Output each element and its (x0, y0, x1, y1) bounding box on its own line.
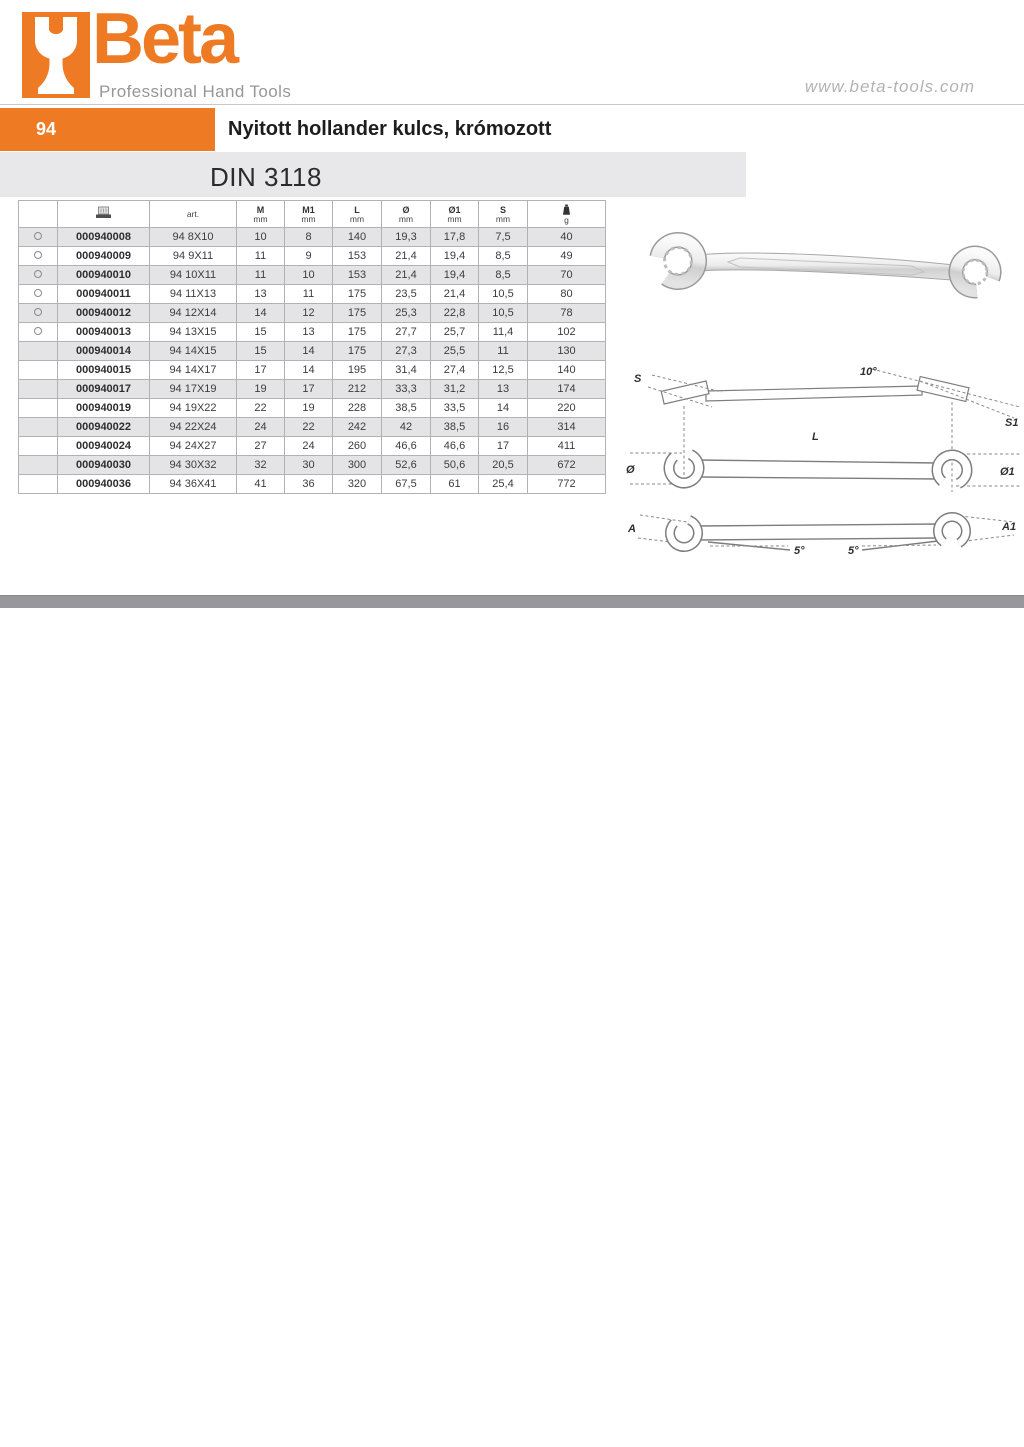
cell-l: 140 (333, 228, 382, 247)
cell-g: 772 (528, 475, 606, 494)
cell-m: 19 (237, 380, 285, 399)
cell-m1: 30 (285, 456, 333, 475)
table-row (19, 266, 606, 285)
cell-availability (19, 342, 58, 361)
cell-art: 94 13X15 (150, 323, 237, 342)
table-row (19, 437, 606, 456)
cell-m1: 14 (285, 342, 333, 361)
cell-dia1: 31,2 (431, 380, 479, 399)
cell-art: 94 22X24 (150, 418, 237, 437)
cell-s: 10,5 (479, 285, 528, 304)
cell-dia1: 61 (431, 475, 479, 494)
cell-availability (19, 475, 58, 494)
page-title: Nyitott hollander kulcs, krómozott (228, 118, 552, 140)
label-dia1: Ø1 (1000, 466, 1015, 478)
cell-dia1: 22,8 (431, 304, 479, 323)
cell-l: 195 (333, 361, 382, 380)
brand-tagline: Professional Hand Tools (99, 82, 292, 101)
cell-s: 16 (479, 418, 528, 437)
cell-m1: 11 (285, 285, 333, 304)
cell-l: 300 (333, 456, 382, 475)
cell-s: 17 (479, 437, 528, 456)
header-l: L mm (333, 201, 382, 228)
cell-m1: 8 (285, 228, 333, 247)
cell-dia1: 38,5 (431, 418, 479, 437)
cell-l: 175 (333, 323, 382, 342)
header-s: S mm (479, 201, 528, 228)
cell-g: 49 (528, 247, 606, 266)
cell-code: 000940013 (58, 323, 150, 342)
cell-availability (19, 456, 58, 475)
cell-art: 94 8X10 (150, 228, 237, 247)
cell-m1: 24 (285, 437, 333, 456)
cell-dia1: 46,6 (431, 437, 479, 456)
chapter-number: 94 (36, 119, 57, 139)
cell-s: 13 (479, 380, 528, 399)
label-angle5-left: 5° (794, 545, 805, 557)
cell-g: 78 (528, 304, 606, 323)
cell-g: 130 (528, 342, 606, 361)
cell-dia: 25,3 (382, 304, 431, 323)
cell-s: 8,5 (479, 266, 528, 285)
cell-code: 000940017 (58, 380, 150, 399)
cell-s: 10,5 (479, 304, 528, 323)
table-row (19, 342, 606, 361)
cell-m: 32 (237, 456, 285, 475)
cell-code: 000940015 (58, 361, 150, 380)
cell-availability (19, 399, 58, 418)
cell-l: 320 (333, 475, 382, 494)
cell-g: 314 (528, 418, 606, 437)
cell-dia: 52,6 (382, 456, 431, 475)
cell-code: 000940014 (58, 342, 150, 361)
availability-dot-icon (34, 289, 42, 297)
cell-l: 153 (333, 247, 382, 266)
cell-dia1: 33,5 (431, 399, 479, 418)
cell-m: 13 (237, 285, 285, 304)
cell-art: 94 9X11 (150, 247, 237, 266)
availability-dot-icon (34, 308, 42, 316)
cell-g: 70 (528, 266, 606, 285)
cell-art: 94 14X17 (150, 361, 237, 380)
cell-dia: 21,4 (382, 247, 431, 266)
cell-availability (19, 285, 58, 304)
label-s: S (634, 373, 642, 385)
cell-m: 11 (237, 266, 285, 285)
cell-l: 242 (333, 418, 382, 437)
cell-availability (19, 380, 58, 399)
cell-s: 20,5 (479, 456, 528, 475)
cell-dia1: 25,5 (431, 342, 479, 361)
cell-code: 000940011 (58, 285, 150, 304)
package-barcode-icon (95, 206, 112, 219)
cell-g: 80 (528, 285, 606, 304)
label-angle5-right: 5° (848, 545, 859, 557)
cell-m1: 22 (285, 418, 333, 437)
cell-availability (19, 266, 58, 285)
cell-l: 260 (333, 437, 382, 456)
label-angle10: 10° (860, 366, 877, 378)
technical-drawing-main (622, 360, 1022, 500)
cell-dia: 46,6 (382, 437, 431, 456)
cell-art: 94 19X22 (150, 399, 237, 418)
cell-dia1: 27,4 (431, 361, 479, 380)
cell-l: 175 (333, 342, 382, 361)
cell-m: 14 (237, 304, 285, 323)
cell-dia1: 19,4 (431, 247, 479, 266)
cell-g: 220 (528, 399, 606, 418)
cell-s: 7,5 (479, 228, 528, 247)
cell-m1: 17 (285, 380, 333, 399)
cell-dia1: 50,6 (431, 456, 479, 475)
brand-website: www.beta-tools.com (804, 77, 975, 96)
table-header-row (19, 201, 606, 228)
table-row (19, 399, 606, 418)
table-row (19, 361, 606, 380)
standard-band (0, 152, 746, 197)
cell-dia: 38,5 (382, 399, 431, 418)
cell-availability (19, 247, 58, 266)
cell-m1: 36 (285, 475, 333, 494)
cell-code: 000940030 (58, 456, 150, 475)
table-row (19, 247, 606, 266)
cell-art: 94 24X27 (150, 437, 237, 456)
cell-m: 15 (237, 342, 285, 361)
header-weight: g (528, 201, 606, 228)
weight-icon (562, 204, 571, 216)
cell-m: 22 (237, 399, 285, 418)
cell-m: 15 (237, 323, 285, 342)
table-row (19, 418, 606, 437)
cell-dia: 19,3 (382, 228, 431, 247)
cell-l: 228 (333, 399, 382, 418)
availability-dot-icon (34, 232, 42, 240)
cell-availability (19, 361, 58, 380)
header-m1: M1 mm (285, 201, 333, 228)
cell-availability (19, 323, 58, 342)
table-row (19, 228, 606, 247)
cell-s: 8,5 (479, 247, 528, 266)
cell-m1: 14 (285, 361, 333, 380)
cell-dia1: 17,8 (431, 228, 479, 247)
cell-art: 94 17X19 (150, 380, 237, 399)
availability-dot-icon (34, 327, 42, 335)
cell-dia1: 21,4 (431, 285, 479, 304)
cell-g: 102 (528, 323, 606, 342)
cell-art: 94 12X14 (150, 304, 237, 323)
cell-dia: 67,5 (382, 475, 431, 494)
cell-code: 000940036 (58, 475, 150, 494)
cell-s: 12,5 (479, 361, 528, 380)
cell-l: 153 (333, 266, 382, 285)
table-row (19, 456, 606, 475)
cell-m1: 12 (285, 304, 333, 323)
cell-availability (19, 418, 58, 437)
header-availability (19, 201, 58, 228)
cell-dia: 21,4 (382, 266, 431, 285)
cell-code: 000940009 (58, 247, 150, 266)
cell-code: 000940024 (58, 437, 150, 456)
label-a1: A1 (1002, 521, 1017, 533)
brand-wordmark: Beta (92, 0, 237, 79)
cell-m: 27 (237, 437, 285, 456)
cell-dia: 27,3 (382, 342, 431, 361)
spec-table (18, 200, 606, 494)
label-l: L (812, 431, 819, 443)
cell-availability (19, 437, 58, 456)
label-a: A (628, 523, 636, 535)
standard-label: DIN 3118 (210, 162, 322, 192)
header-art (150, 201, 237, 228)
cell-m1: 19 (285, 399, 333, 418)
table-row (19, 475, 606, 494)
table-row (19, 285, 606, 304)
cell-dia: 27,7 (382, 323, 431, 342)
header-divider (0, 104, 1024, 105)
header-ean (58, 201, 150, 228)
technical-drawing-angles (622, 498, 1022, 568)
cell-s: 14 (479, 399, 528, 418)
cell-dia: 31,4 (382, 361, 431, 380)
cell-art: 94 11X13 (150, 285, 237, 304)
cell-s: 11,4 (479, 323, 528, 342)
header-dia: Ø mm (382, 201, 431, 228)
cell-art: 94 36X41 (150, 475, 237, 494)
header-art-label: art. (186, 208, 200, 219)
cell-art: 94 14X15 (150, 342, 237, 361)
availability-dot-icon (34, 270, 42, 278)
cell-l: 175 (333, 304, 382, 323)
cell-art: 94 10X11 (150, 266, 237, 285)
cell-code: 000940012 (58, 304, 150, 323)
product-photo (628, 218, 1020, 318)
cell-code: 000940019 (58, 399, 150, 418)
cell-g: 40 (528, 228, 606, 247)
open-end-wrench-icon (22, 12, 90, 98)
cell-l: 175 (333, 285, 382, 304)
beta-logo (22, 12, 90, 98)
cell-availability (19, 304, 58, 323)
cell-m: 24 (237, 418, 285, 437)
footer-divider-bar (0, 595, 1024, 608)
cell-m: 17 (237, 361, 285, 380)
header-m: M mm (237, 201, 285, 228)
table-row (19, 323, 606, 342)
table-row (19, 304, 606, 323)
cell-availability (19, 228, 58, 247)
cell-dia1: 19,4 (431, 266, 479, 285)
cell-l: 212 (333, 380, 382, 399)
cell-dia1: 25,7 (431, 323, 479, 342)
cell-m1: 10 (285, 266, 333, 285)
cell-m: 11 (237, 247, 285, 266)
cell-dia: 23,5 (382, 285, 431, 304)
cell-m: 41 (237, 475, 285, 494)
cell-m1: 9 (285, 247, 333, 266)
cell-s: 25,4 (479, 475, 528, 494)
availability-dot-icon (34, 251, 42, 259)
cell-dia: 42 (382, 418, 431, 437)
cell-s: 11 (479, 342, 528, 361)
cell-m1: 13 (285, 323, 333, 342)
cell-g: 672 (528, 456, 606, 475)
cell-g: 140 (528, 361, 606, 380)
chapter-bar (0, 108, 215, 151)
cell-code: 000940010 (58, 266, 150, 285)
header-dia1: Ø1 mm (431, 201, 479, 228)
cell-g: 411 (528, 437, 606, 456)
cell-art: 94 30X32 (150, 456, 237, 475)
label-dia: Ø (626, 464, 635, 476)
cell-dia: 33,3 (382, 380, 431, 399)
table-row (19, 380, 606, 399)
cell-m: 10 (237, 228, 285, 247)
cell-g: 174 (528, 380, 606, 399)
cell-code: 000940008 (58, 228, 150, 247)
label-s1: S1 (1005, 417, 1019, 429)
cell-code: 000940022 (58, 418, 150, 437)
